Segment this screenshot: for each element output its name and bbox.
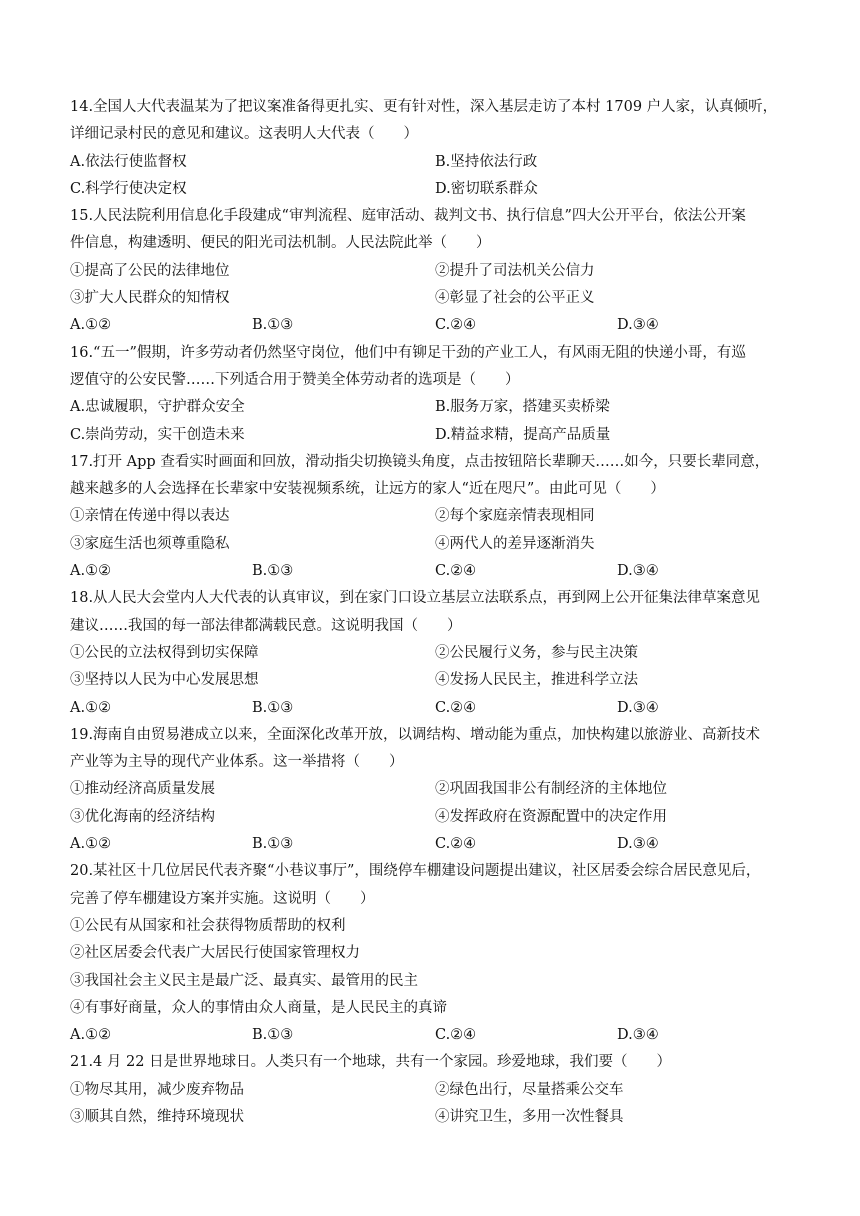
statement-item: ③我国社会主义民主是最广泛、最真实、最管用的民主 [70,972,418,989]
answer-choice-row [70,558,792,585]
statement-item: ④两代人的差异逐渐消失 [435,535,595,552]
answer-choice: C.②④ [435,836,477,853]
statement-item: ④发扬人民民主，推进科学立法 [435,672,638,689]
answer-choice: D.③④ [617,1027,659,1044]
question-stem-line: 越来越多的人会选择在长辈家中安装视频系统，让远方的家人“近在咫尺”。由此可见（ ） [70,481,665,498]
answer-option: C.崇尚劳动，实干创造未来 [70,426,245,443]
question-block [70,340,792,449]
question-stem-line: 详细记录村民的意见和建议。这表明人大代表（ ） [70,126,418,143]
statement-item: ②公民履行义务，参与民主决策 [435,644,638,661]
statement-item: ②巩固我国非公有制经济的主体地位 [435,781,667,798]
statement-item: ①公民的立法权得到切实保障 [70,644,259,661]
statement-item: ②绿色出行，尽量搭乘公交车 [435,1081,624,1098]
answer-choice-row [70,695,792,722]
answer-option: D.密切联系群众 [435,180,538,197]
statement-row [70,1077,792,1104]
answer-choice: C.②④ [435,1027,477,1044]
question-block [70,1049,792,1131]
statement-row [70,667,792,694]
question-stem-line: 产业等为主导的现代产业体系。这一举措将（ ） [70,754,404,771]
question-stem-line: 件信息，构建透明、便民的阳光司法机制。人民法院此举（ ） [70,235,491,252]
statement-item: ④彰显了社会的公平正义 [435,290,595,307]
answer-choice: A.①② [70,699,112,716]
answer-choice: C.②④ [435,563,477,580]
question-list [70,94,792,1131]
answer-choice-row [70,1022,792,1049]
statement-item: ④发挥政府在资源配置中的决定作用 [435,808,667,825]
answer-option: C.科学行使决定权 [70,180,187,197]
answer-choice: B.①③ [252,1027,294,1044]
statement-row [70,285,792,312]
answer-option: A.忠诚履职，守护群众安全 [70,399,245,416]
statement-item: ①公民有从国家和社会获得物质帮助的权利 [70,917,346,934]
statement-row [70,776,792,803]
question-block [70,585,792,721]
statement-item: ③顺其自然，维持环境现状 [70,1108,244,1125]
question-stem-line: 18.从人民大会堂内人大代表的认真审议，到在家门口设立基层立法联系点，再到网上公开征集法律草案意见 [70,590,761,607]
answer-choice-row [70,312,792,339]
option-row [70,394,792,421]
answer-choice: A.①② [70,317,112,334]
answer-choice: D.③④ [617,836,659,853]
statement-item: ③家庭生活也须尊重隐私 [70,535,230,552]
answer-choice: C.②④ [435,317,477,334]
question-stem-line: 19.海南自由贸易港成立以来，全面深化改革开放，以调结构、增动能为重点，加快构建以旅游业、高新技术 [70,726,761,743]
option-row [70,422,792,449]
answer-option: B.坚持依法行政 [435,153,538,170]
question-stem-line: 17.打开 App 查看实时画面和回放，滑动指尖切换镜头角度，点击按钮陪长辈聊天……如今，只要长辈同意， [70,453,770,470]
answer-choice: D.③④ [617,317,659,334]
question-block [70,722,792,858]
statement-item: ③扩大人民群众的知情权 [70,290,230,307]
answer-choice: B.①③ [252,699,294,716]
statement-item: ③优化海南的经济结构 [70,808,215,825]
question-block [70,858,792,1049]
answer-choice: A.①② [70,1027,112,1044]
statement-item: ②每个家庭亲情表现相同 [435,508,595,525]
statement-row [70,503,792,530]
question-stem-line: 完善了停车棚建设方案并实施。这说明（ ） [70,890,375,907]
question-block [70,94,792,203]
question-stem-line: 14.全国人大代表温某为了把议案准备得更扎实、更有针对性，深入基层走访了本村 1709 户人家，认真倾听， [70,99,778,115]
statement-row [70,1104,792,1131]
statement-item: ①推动经济高质量发展 [70,781,215,798]
question-stem-line: 15.人民法院利用信息化手段建成“审判流程、庭审活动、裁判文书、执行信息”四大公开平台，依法公开案 [70,208,746,225]
option-row [70,149,792,176]
answer-option: A.依法行使监督权 [70,153,187,170]
statement-row [70,531,792,558]
answer-choice: D.③④ [617,563,659,580]
question-stem-line: 20.某社区十几位居民代表齐聚“小巷议事厅”，围绕停车棚建设问题提出建议，社区居委会综合居民意见后， [70,863,761,880]
question-stem-line: 建议……我国的每一部法律都满载民意。这说明我国（ ） [70,617,462,634]
statement-item: ②提升了司法机关公信力 [435,262,595,279]
option-row [70,176,792,203]
statement-item: ①提高了公民的法律地位 [70,262,230,279]
statement-row [70,640,792,667]
answer-choice: B.①③ [252,563,294,580]
question-block [70,449,792,585]
answer-choice-row [70,831,792,858]
question-block [70,203,792,339]
statement-item: ②社区居委会代表广大居民行使国家管理权力 [70,945,360,962]
statement-item: ③坚持以人民为中心发展思想 [70,672,259,689]
statement-row [70,804,792,831]
answer-choice: B.①③ [252,317,294,334]
statement-item: ④有事好商量，众人的事情由众人商量，是人民民主的真谛 [70,999,447,1016]
answer-option: B.服务万家，搭建买卖桥梁 [435,399,610,416]
answer-choice: A.①② [70,836,112,853]
question-stem-line: 16.“五一”假期，许多劳动者仍然坚守岗位，他们中有铆足干劲的产业工人，有风雨无阻的快递小哥，有巡 [70,344,746,361]
statement-item: ④讲究卫生，多用一次性餐具 [435,1108,624,1125]
answer-choice: D.③④ [617,699,659,716]
statement-row [70,258,792,285]
answer-option: D.精益求精，提高产品质量 [435,426,611,443]
statement-item: ①物尽其用，减少废弃物品 [70,1081,244,1098]
question-stem-line: 21.4 月 22 日是世界地球日。人类只有一个地球，共有一个家园。珍爱地球，我们要（ ） [70,1054,672,1071]
answer-choice: A.①② [70,563,112,580]
question-stem-line: 逻值守的公安民警……下列适合用于赞美全体劳动者的选项是（ ） [70,371,520,388]
statement-item: ①亲情在传递中得以表达 [70,508,230,525]
answer-choice: C.②④ [435,699,477,716]
answer-choice: B.①③ [252,836,294,853]
